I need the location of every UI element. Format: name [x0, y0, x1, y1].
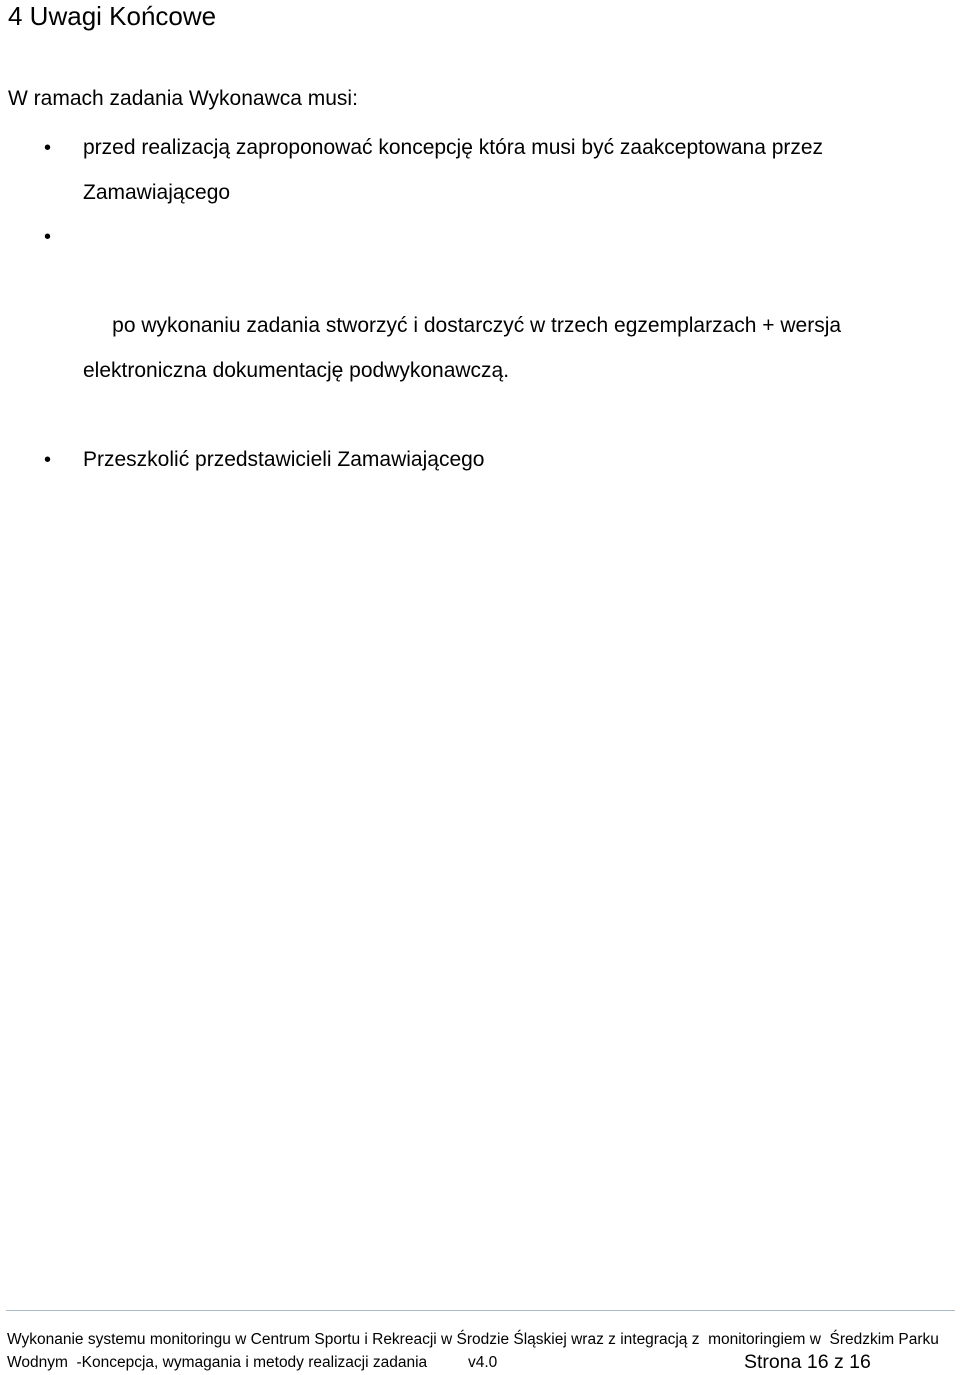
list-item-text: Przeszkolić przedstawicieli Zamawiającego — [83, 447, 485, 471]
bullet-icon: • — [44, 226, 52, 248]
footer-title-line-1: Wykonanie systemu monitoringu w Centrum Sportu i Rekreacji w Środzie Śląskiej wraz z integracją z monitoringiem w Średzkim Parku — [7, 1331, 939, 1348]
footer-version: v4.0 — [468, 1354, 498, 1371]
requirements-list — [0, 126, 960, 482]
bullet-icon: • — [44, 137, 52, 159]
list-item — [0, 215, 960, 438]
list-item-text: przed realizacją zaproponować koncepcję która musi być zaakceptowana przez Zamawiającego — [83, 136, 824, 204]
footer-page-number: Strona 16 z 16 — [744, 1351, 871, 1373]
footer-divider — [6, 1310, 955, 1311]
footer-title-line-2: Wodnym -Koncepcja, wymagania i metody realizacji zadania — [7, 1354, 428, 1371]
list-item-text: po wykonaniu zadania stworzyć i dostarczyć w trzech egzemplarzach + wersja elektroniczna dokumentację podwykonawczą. — [83, 314, 847, 382]
list-item — [0, 126, 960, 215]
bullet-icon: • — [44, 448, 52, 471]
list-item — [0, 438, 960, 483]
section-heading: 4 Uwagi Końcowe — [8, 1, 217, 31]
intro-paragraph: W ramach zadania Wykonawca musi: — [8, 87, 358, 110]
